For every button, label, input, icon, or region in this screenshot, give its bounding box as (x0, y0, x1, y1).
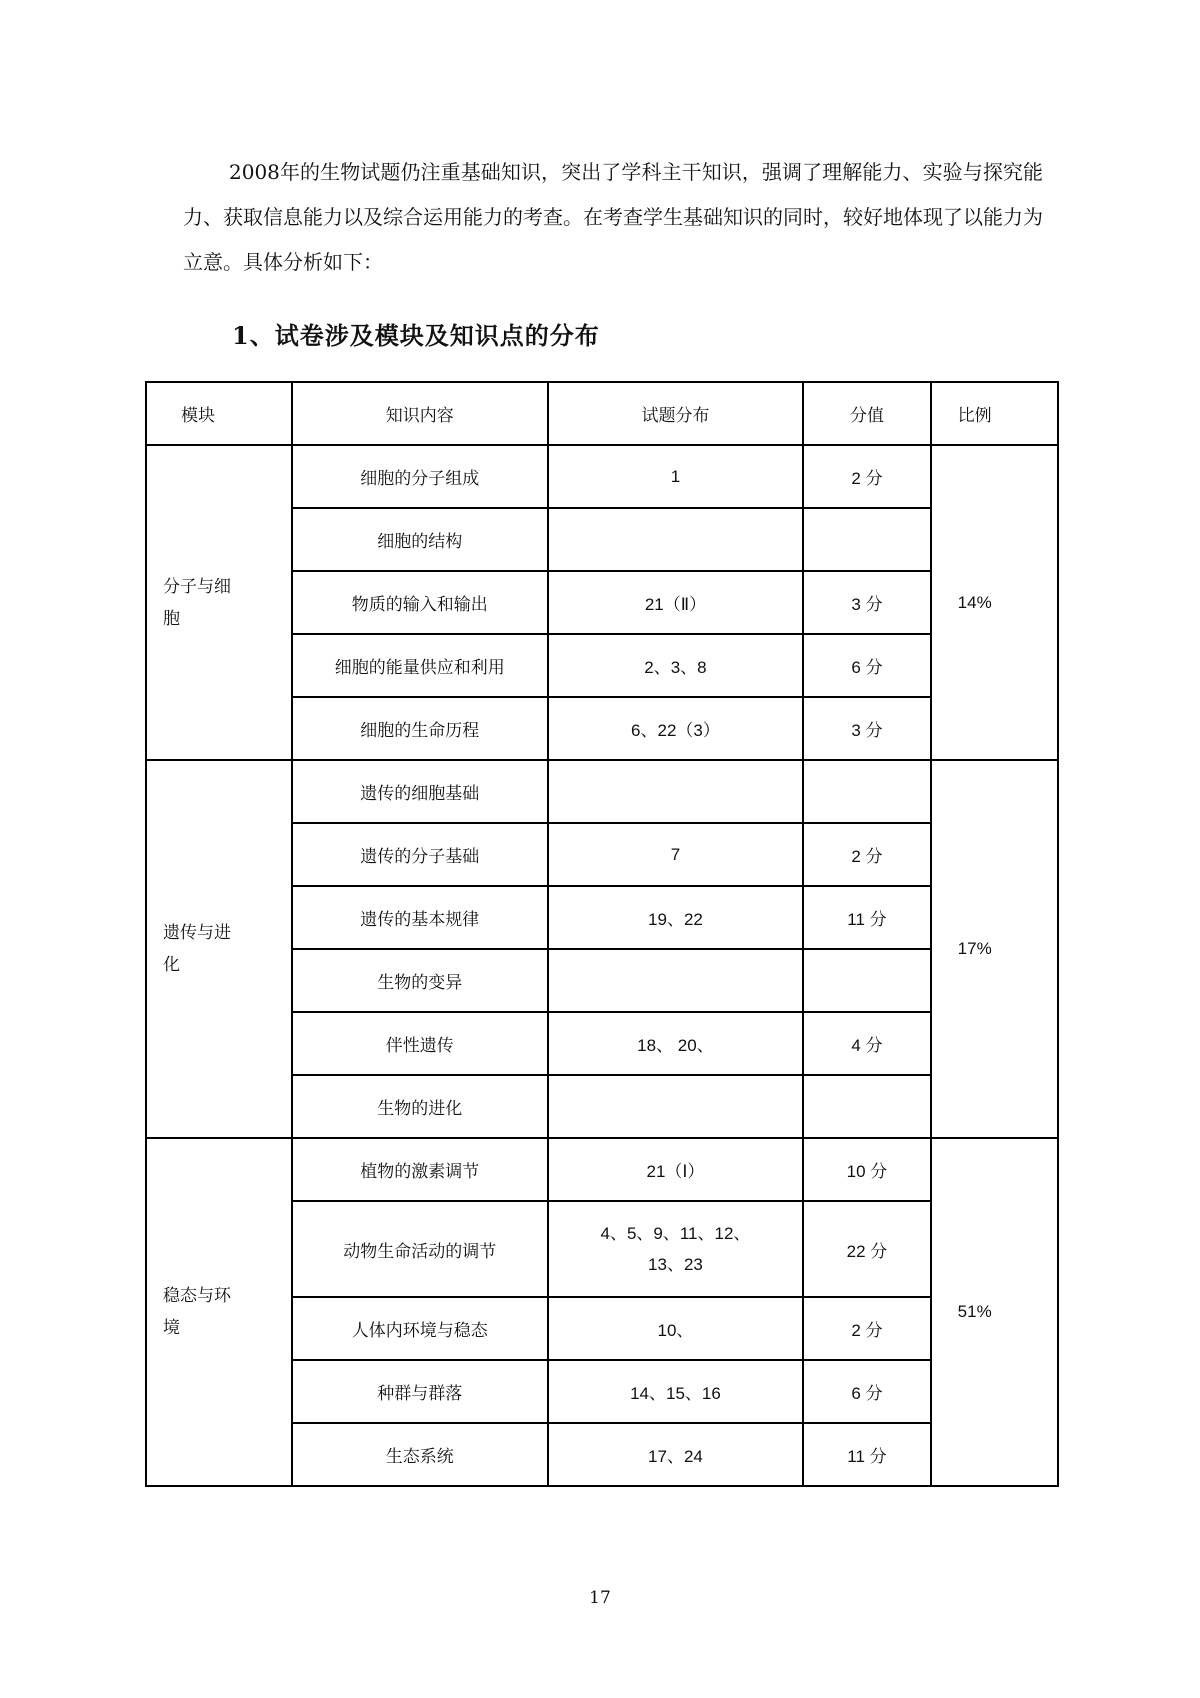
knowledge-cell: 人体内环境与稳态 (292, 1297, 548, 1360)
score-cell: 11 分 (803, 1423, 930, 1486)
ratio-cell: 17% (931, 760, 1058, 1138)
table-row (146, 760, 1058, 823)
knowledge-cell: 细胞的分子组成 (292, 445, 548, 508)
knowledge-cell: 物质的输入和输出 (292, 571, 548, 634)
score-cell (803, 508, 930, 571)
questions-line2: 13、23 (648, 1255, 703, 1274)
header-knowledge: 知识内容 (292, 382, 548, 445)
knowledge-cell: 种群与群落 (292, 1360, 548, 1423)
questions-cell (548, 1075, 804, 1138)
knowledge-cell: 生物的变异 (292, 949, 548, 1012)
module-cell (146, 445, 292, 760)
knowledge-cell: 伴性遗传 (292, 1012, 548, 1075)
intro-paragraph: 2008年的生物试题仍注重基础知识，突出了学科主干知识，强调了理解能力、实验与探究能力、获取信息能力以及综合运用能力的考查。在考查学生基础知识的同时，较好地体现了以能力为立意。具体分析如下： (183, 160, 1043, 274)
score-cell: 2 分 (803, 445, 930, 508)
knowledge-cell: 细胞的能量供应和利用 (292, 634, 548, 697)
score-cell: 22 分 (803, 1201, 930, 1297)
questions-cell: 7 (548, 823, 804, 886)
header-ratio: 比例 (931, 382, 1058, 445)
questions-cell: 14、15、16 (548, 1360, 804, 1423)
score-cell: 2 分 (803, 823, 930, 886)
questions-cell: 17、24 (548, 1423, 804, 1486)
module-name-line1: 稳态与环 (163, 1286, 231, 1306)
knowledge-cell: 生态系统 (292, 1423, 548, 1486)
table-row (146, 445, 1058, 508)
questions-line1: 4、5、9、11、12、 (600, 1224, 751, 1243)
questions-cell (548, 508, 804, 571)
questions-cell (548, 949, 804, 1012)
header-module: 模块 (146, 382, 292, 445)
score-cell: 2 分 (803, 1297, 930, 1360)
module-name-line2: 境 (163, 1318, 180, 1338)
knowledge-cell: 细胞的结构 (292, 508, 548, 571)
questions-cell: 10、 (548, 1297, 804, 1360)
score-cell: 3 分 (803, 571, 930, 634)
knowledge-cell: 细胞的生命历程 (292, 697, 548, 760)
score-cell: 6 分 (803, 634, 930, 697)
score-cell: 6 分 (803, 1360, 930, 1423)
questions-cell: 18、 20、 (548, 1012, 804, 1075)
score-cell (803, 949, 930, 1012)
questions-cell: 6、22（3） (548, 697, 804, 760)
section-heading: 1、试卷涉及模块及知识点的分布 (232, 321, 600, 350)
knowledge-cell: 植物的激素调节 (292, 1138, 548, 1201)
questions-cell: 2、3、8 (548, 634, 804, 697)
header-score: 分值 (803, 382, 930, 445)
knowledge-cell: 遗传的细胞基础 (292, 760, 548, 823)
module-name-line2: 化 (163, 955, 180, 975)
score-cell (803, 1075, 930, 1138)
module-cell (146, 760, 292, 1138)
score-cell: 4 分 (803, 1012, 930, 1075)
ratio-cell: 51% (931, 1138, 1058, 1486)
questions-cell: 21（Ⅰ） (548, 1138, 804, 1201)
knowledge-cell: 生物的进化 (292, 1075, 548, 1138)
knowledge-cell: 遗传的基本规律 (292, 886, 548, 949)
questions-cell: 21（Ⅱ） (548, 571, 804, 634)
table-row (146, 1138, 1058, 1201)
questions-cell: 1 (548, 445, 804, 508)
score-cell: 10 分 (803, 1138, 930, 1201)
score-cell (803, 760, 930, 823)
questions-cell (548, 1201, 804, 1297)
questions-cell: 19、22 (548, 886, 804, 949)
score-cell: 11 分 (803, 886, 930, 949)
module-cell (146, 1138, 292, 1486)
page-number: 17 (589, 1588, 611, 1608)
intro-text (183, 150, 1043, 285)
table-header-row (146, 382, 1058, 445)
knowledge-distribution-table (145, 381, 1059, 1487)
module-name-line1: 遗传与进 (163, 923, 231, 943)
module-name-line1: 分子与细 (163, 576, 231, 597)
ratio-cell: 14% (931, 445, 1058, 760)
header-questions: 试题分布 (548, 382, 804, 445)
score-cell: 3 分 (803, 697, 930, 760)
questions-cell (548, 760, 804, 823)
knowledge-cell: 遗传的分子基础 (292, 823, 548, 886)
module-name-line2: 胞 (163, 608, 180, 629)
knowledge-cell: 动物生命活动的调节 (292, 1201, 548, 1297)
